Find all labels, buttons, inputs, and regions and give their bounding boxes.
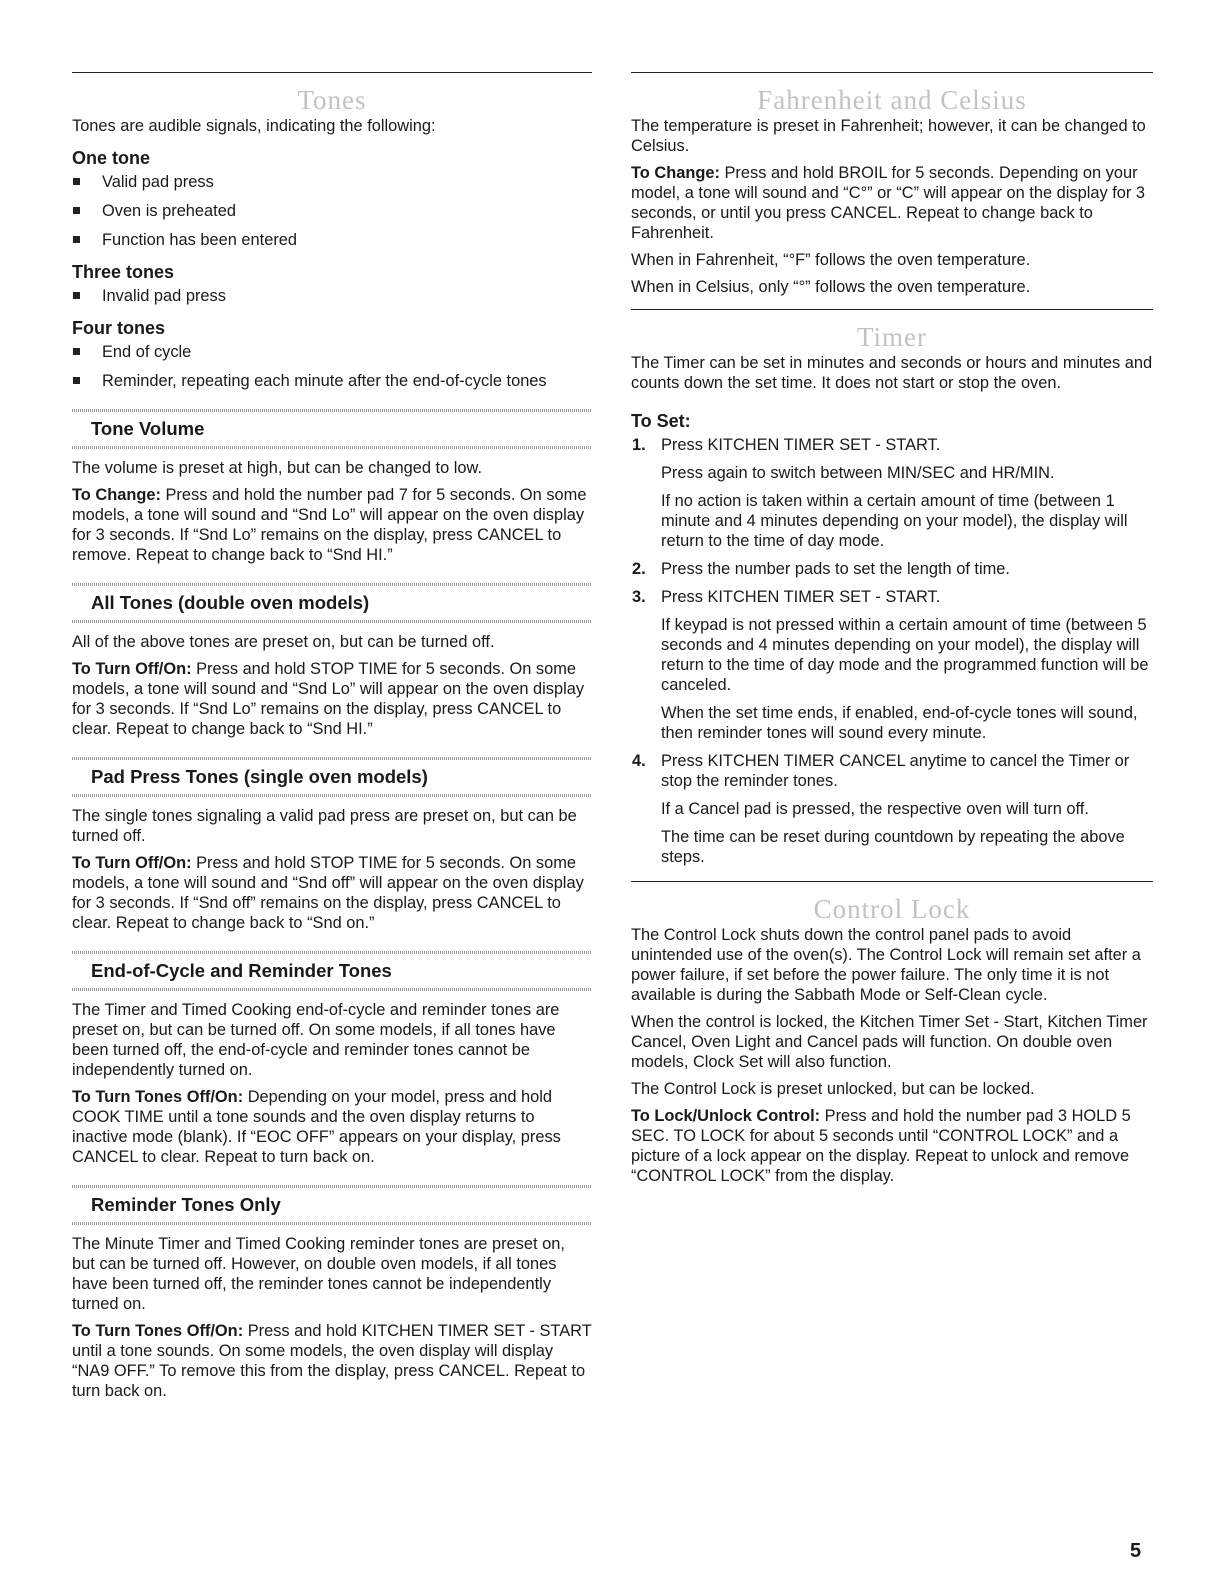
fahrenheit-instructions: To Change: Press and hold BROIL for 5 seconds. Depending on your model, a tone will sound and “C°” or “C” will appear on the display for 3 seconds, or until you press CANCEL. Repeat to change back to Fahrenheit. [631,164,1146,242]
control-lock-text: The Control Lock shuts down the control panel pads to avoid unintended use of the oven(s). The Control Lock will remain set after a power failure, if set before the power failure. The only time it is not available is during the Sabbath Mode or Self-Clean cycle. [631,926,1141,1004]
pad-press-text: The single tones signaling a valid pad press are preset on, but can be turned off. [72,807,577,845]
step-number: 3. [632,588,646,606]
all-tones-heading: All Tones (double oven models) [72,583,592,623]
all-tones-instructions: To Turn Off/On: Press and hold STOP TIME for 5 seconds. On some models, a tone will sound and “Snd Lo” will appear on the oven display for 3 seconds. If “Snd Lo” remains on the display, press CANCEL to clear. Repeat to change back to “Snd HI.” [72,660,585,738]
section-rule [631,881,1153,882]
timer-intro: The Timer can be set in minutes and seconds or hours and minutes and counts down the set time. It does not start or stop the oven. [631,354,1153,392]
list-item: Oven is preheated [72,201,592,221]
fahrenheit-note: When in Fahrenheit, “°F” follows the oven temperature. [631,251,1031,269]
section-rule [631,72,1153,73]
pad-press-instructions: To Turn Off/On: Press and hold STOP TIME for 5 seconds. On some models, a tone will sound and “Snd off” will appear on the oven display for 3 seconds. If “Snd off” remains on the display, press CANCEL to clear. Repeat to change back to “Snd on.” [72,854,584,932]
bullet-icon [73,377,80,384]
bullet-icon [73,348,80,355]
eoc-heading: End-of-Cycle and Reminder Tones [72,951,592,991]
one-tone-list [72,172,592,250]
section-rule [72,72,592,73]
step-text: Press again to switch between MIN/SEC and HR/MIN. [661,464,1055,482]
eoc-text: The Timer and Timed Cooking end-of-cycle and reminder tones are preset on, but can be turned off. On some models, if all tones have been turned off, the end-of-cycle and reminder tones cannot be independently turned on. [72,1001,560,1079]
right-column [631,72,1153,1193]
three-tones-list [72,286,592,306]
bullet-icon [73,178,80,185]
left-column [72,72,592,1408]
celsius-note: When in Celsius, only “°” follows the oven temperature. [631,278,1031,296]
timer-step [631,587,1153,743]
three-tones-heading: Three tones [72,262,175,282]
one-tone-heading: One tone [72,148,151,168]
step-text: When the set time ends, if enabled, end-of-cycle tones will sound, then reminder tones will sound every minute. [661,704,1138,742]
pad-press-heading: Pad Press Tones (single oven models) [72,757,592,797]
step-text: If a Cancel pad is pressed, the respective oven will turn off. [661,800,1089,818]
bullet-icon [73,207,80,214]
tones-intro: Tones are audible signals, indicating the following: [72,117,436,135]
reminder-heading: Reminder Tones Only [72,1185,592,1225]
reminder-instructions: To Turn Tones Off/On: Press and hold KITCHEN TIMER SET - START until a tone sounds. On some models, the oven display will display “NA9 OFF.” To remove this from the display, press CANCEL. Repeat to turn back on. [72,1322,592,1400]
step-number: 4. [632,752,646,770]
tone-volume-text: The volume is preset at high, but can be changed to low. [72,459,483,477]
timer-title: Timer [856,322,928,352]
step-text: Press KITCHEN TIMER SET - START. [661,588,941,606]
tone-volume-instructions: To Change: Press and hold the number pad 7 for 5 seconds. On some models, a tone will sound and “Snd Lo” will appear on the oven display for 3 seconds. If “Snd Lo” remains on the display, press CANCEL to remove. Repeat to change back to “Snd HI.” [72,486,587,564]
list-item: Function has been entered [72,230,592,250]
section-rule [631,309,1153,310]
all-tones-text: All of the above tones are preset on, but can be turned off. [72,633,495,651]
tone-volume-heading: Tone Volume [72,409,592,449]
timer-step [631,751,1153,867]
control-lock-instructions: To Lock/Unlock Control: Press and hold the number pad 3 HOLD 5 SEC. TO LOCK for about 5 seconds until “CONTROL LOCK” and a picture of a lock appear on the display. Repeat to unlock and remove “CONTROL LOCK” from the display. [631,1107,1131,1185]
step-text: The time can be reset during countdown by repeating the above steps. [661,828,1125,866]
step-text: Press KITCHEN TIMER CANCEL anytime to cancel the Timer or stop the reminder tones. [661,752,1130,790]
step-text: If no action is taken within a certain amount of time (between 1 minute and 4 minutes depending on your model), the display will return to the time of day mode. [661,492,1128,550]
step-text: If keypad is not pressed within a certain amount of time (between 5 seconds and 4 minutes depending on your model), the display will return to the time of day mode and the programmed function will be canceled. [661,616,1149,694]
eoc-instructions: To Turn Tones Off/On: Depending on your model, press and hold COOK TIME until a tone sounds and the oven display returns to inactive mode (blank). If “EOC OFF” appears on your display, press CANCEL to clear. Repeat to turn back on. [72,1088,561,1166]
timer-step [631,559,1153,579]
tones-title: Tones [297,85,367,115]
to-set-heading: To Set: [631,411,691,431]
step-text: Press KITCHEN TIMER SET - START. [661,436,941,454]
four-tones-heading: Four tones [72,318,165,338]
control-lock-preset-text: The Control Lock is preset unlocked, but can be locked. [631,1080,1035,1098]
step-number: 2. [632,560,646,578]
list-item: Reminder, repeating each minute after the end-of-cycle tones [72,371,592,391]
list-item: Valid pad press [72,172,592,192]
page-number: 5 [1130,1540,1142,1562]
reminder-text: The Minute Timer and Timed Cooking reminder tones are preset on, but can be turned off. However, on double oven models, if all tones have been turned off, the reminder tones cannot be independently turned on. [72,1235,565,1313]
fahrenheit-text: The temperature is preset in Fahrenheit; however, it can be changed to Celsius. [631,117,1146,155]
control-lock-title: Control Lock [813,894,971,924]
list-item: End of cycle [72,342,592,362]
four-tones-list [72,342,592,391]
list-item: Invalid pad press [72,286,592,306]
timer-step [631,435,1153,551]
step-number: 1. [632,436,646,454]
fahrenheit-title: Fahrenheit and Celsius [757,85,1027,115]
control-lock-function-text: When the control is locked, the Kitchen Timer Set - Start, Kitchen Timer Cancel, Oven Light and Cancel pads will function. On double oven models, Clock Set will also function. [631,1013,1148,1071]
bullet-icon [73,292,80,299]
bullet-icon [73,236,80,243]
timer-steps [631,435,1153,867]
step-text: Press the number pads to set the length of time. [661,560,1010,578]
